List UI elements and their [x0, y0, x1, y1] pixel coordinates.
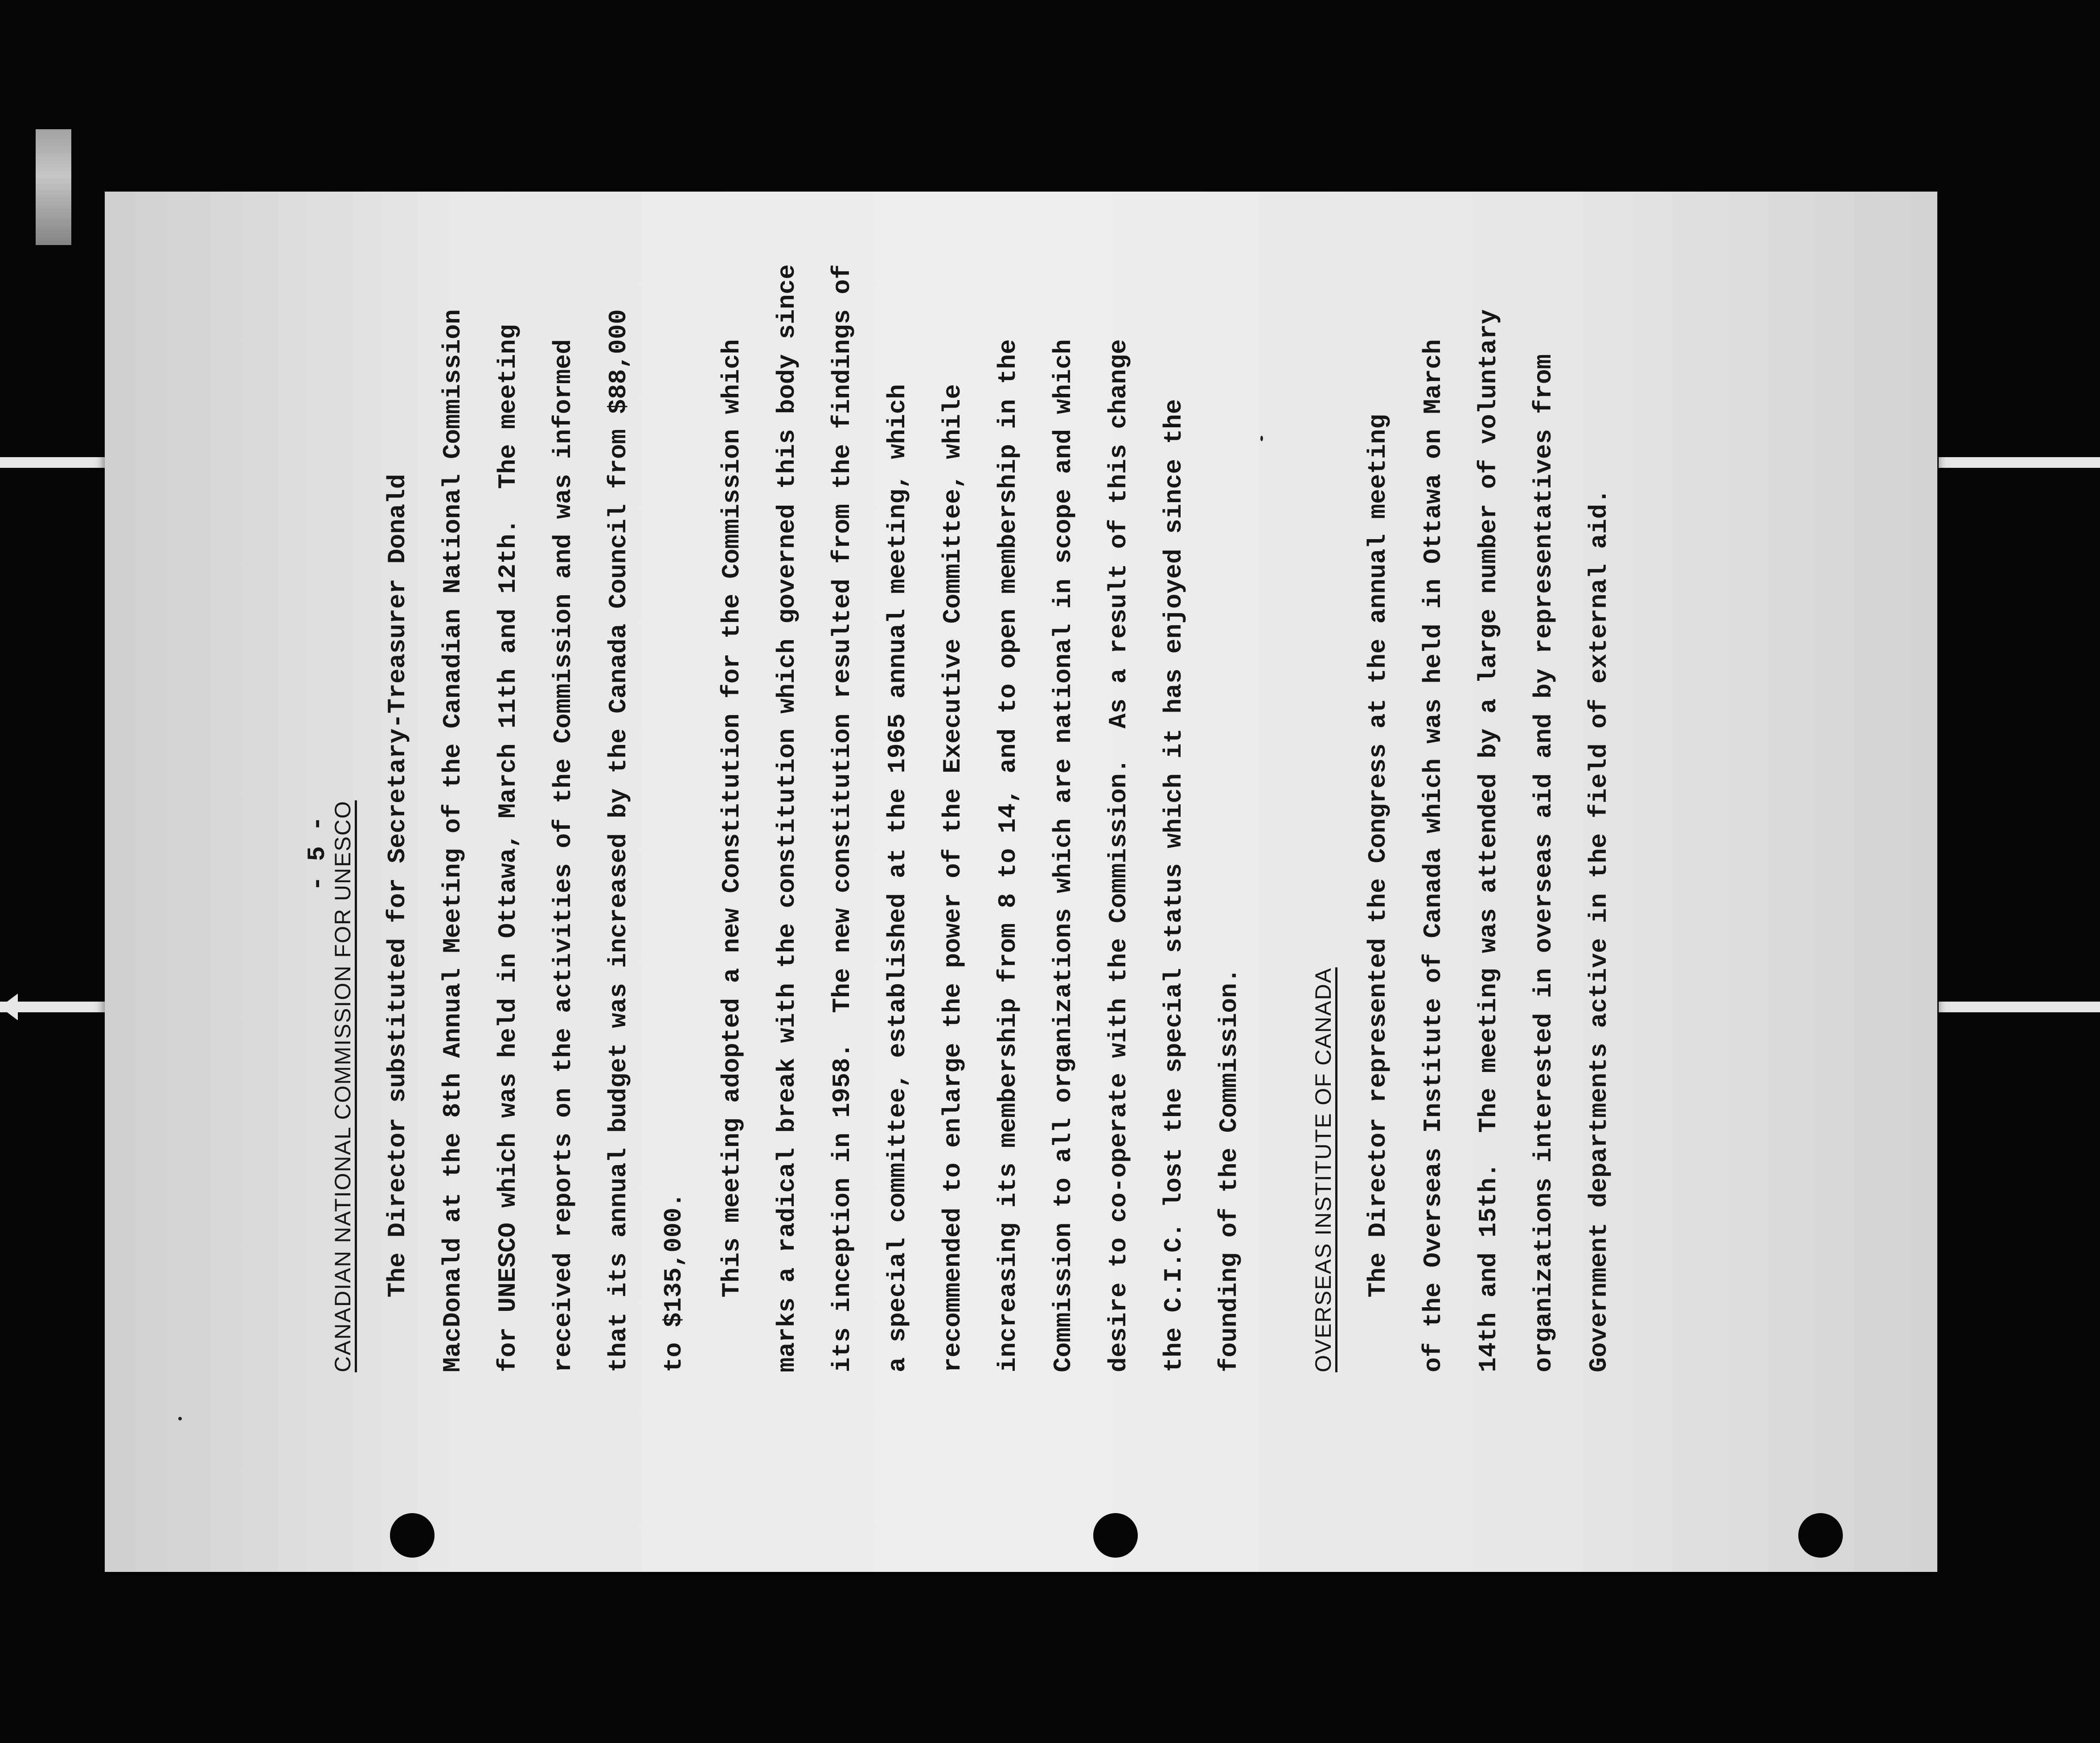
text-line: increasing its membership from 8 to 14, and to open membership in the: [994, 339, 1022, 1372]
section-heading-overseas-institute: OVERSEAS INSTITUTE OF CANADA: [1311, 967, 1336, 1372]
text-line: for UNESCO which was held in Ottawa, March 11th and 12th. The meeting: [494, 324, 522, 1372]
typed-text-block: [303, 151, 1756, 1372]
text-line: This meeting adopted a new Constitution for the Commission which: [718, 339, 746, 1372]
text-line: 14th and 15th. The meeting was attended by a large number of voluntary: [1474, 309, 1503, 1372]
text-line: organizations interested in overseas aid and by representatives from: [1530, 354, 1558, 1372]
text-line: founding of the Commission.: [1215, 968, 1243, 1372]
text-line: MacDonald at the 8th Annual Meeting of the Canadian National Commission: [439, 309, 467, 1372]
dust-speck: [178, 1417, 182, 1420]
text-line: The Director substituted for Secretary-Treasurer Donald: [383, 474, 412, 1372]
film-band-right-upper: [1939, 457, 2100, 468]
punch-hole: [1798, 1513, 1843, 1558]
punch-hole: [1093, 1513, 1138, 1558]
text-line: recommended to enlarge the power of the Executive Committee, while: [939, 384, 967, 1372]
text-line: desire to co-operate with the Commission. As a result of this change: [1104, 339, 1133, 1372]
film-band-right-lower: [1939, 1002, 2100, 1012]
film-notch: [0, 994, 18, 1020]
text-line: Government departments active in the field of external aid.: [1585, 489, 1613, 1372]
text-line: The Director represented the Congress at the annual meeting: [1364, 414, 1392, 1372]
text-line: that its annual budget was increased by the Canada Council from $88,000: [604, 309, 633, 1372]
text-line: its inception in 1958. The new constitution resulted from the findings of: [828, 264, 857, 1372]
punch-hole: [390, 1513, 435, 1558]
page-number: - 5 -: [303, 816, 332, 891]
section-heading-unesco: CANADIAN NATIONAL COMMISSION FOR UNESCO: [330, 800, 355, 1372]
text-line: the C.I.C. lost the special status which it has enjoyed since the: [1160, 399, 1188, 1372]
text-line: a special committee, established at the 1965 annual meeting, which: [883, 384, 912, 1372]
text-line: of the Overseas Institute of Canada which was held in Ottawa on March: [1419, 339, 1448, 1372]
text-line: Commission to all organizations which are national in scope and which: [1049, 339, 1078, 1372]
text-line: to $135,000.: [660, 1192, 688, 1372]
film-edge-mark: [36, 129, 71, 245]
text-line: received reports on the activities of the Commission and was informed: [549, 339, 578, 1372]
text-line: marks a radical break with the constitution which governed this body since: [773, 264, 801, 1372]
